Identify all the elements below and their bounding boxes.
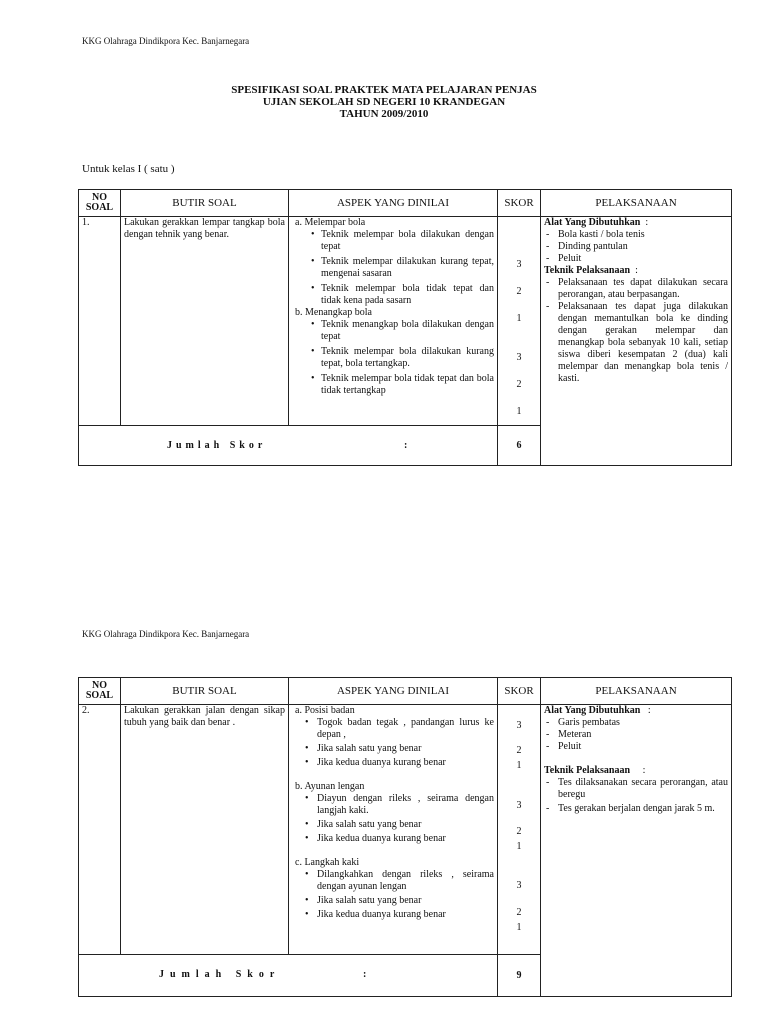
score-value: 1 — [516, 841, 522, 852]
list-item: • Jika salah satu yang benar — [305, 895, 422, 906]
list-item: - Dinding pantulan — [546, 241, 628, 252]
table-header-row — [79, 678, 732, 705]
score-value: 2 — [516, 379, 522, 390]
col-aspek: ASPEK YANG DINILAI — [289, 678, 498, 705]
page-header: KKG Olahraga Dindikpora Kec. Banjarnegara — [82, 629, 250, 639]
score-value: 3 — [516, 259, 522, 270]
alat-colon: : — [647, 705, 651, 716]
list-item: • Teknik menangkap bola dilakukan dengan tepat — [311, 319, 494, 342]
col-pelaksanaan: PELAKSANAAN — [541, 678, 732, 705]
teknik-colon: : — [642, 765, 646, 776]
col-no-soal: NO SOAL — [79, 678, 121, 705]
list-item: • Teknik melempar bola dilakukan kurang tepat, bola tertangkap. — [311, 346, 494, 369]
list-item: • Togok badan tegak , pandangan lurus ke depan , — [305, 717, 494, 740]
score-value: 2 — [516, 907, 522, 918]
section-c-label: c. Langkah kaki — [295, 857, 360, 868]
list-item: - Pelaksanaan tes dapat juga dilakukan dengan memantulkan bola ke dinding dengan gerakan melempar dan menangkap bola sebanyak 10 kali, setiap siswa diberi kesempatan 2 (dua) kali melempar dan menangkap bola tenis / kasti. — [546, 301, 728, 384]
class-label: Untuk kelas I ( satu ) — [82, 163, 175, 175]
total-label-cell — [79, 955, 498, 997]
soal-number: 2. — [79, 705, 121, 955]
pelaksanaan-cell — [541, 705, 732, 997]
spec-table-1 — [78, 189, 732, 466]
total-colon: : — [363, 969, 367, 980]
col-skor: SKOR — [498, 678, 541, 705]
score-value: 2 — [516, 745, 522, 756]
pelaksanaan-cell — [541, 217, 732, 466]
alat-label: Alat Yang Dibutuhkan — [544, 217, 641, 228]
score-cell — [498, 217, 541, 426]
table-header-row — [79, 190, 732, 217]
list-item: - Peluit — [546, 741, 582, 752]
score-value: 1 — [516, 760, 522, 771]
col-aspek: ASPEK YANG DINILAI — [289, 190, 498, 217]
col-no-soal: NO SOAL — [79, 190, 121, 217]
list-item: - Pelaksanaan tes dapat dilakukan secara perorangan, atau berpasangan. — [546, 277, 728, 300]
list-item: • Teknik melempar bola tidak tepat dan bola tidak tertangkap — [311, 373, 494, 396]
list-item: • Teknik melempar bola dilakukan dengan tepat — [311, 229, 494, 252]
score-value: 3 — [516, 720, 522, 731]
butir-soal-text: Lakukan gerakkan lempar tangkap bola dengan tehnik yang benar. — [121, 217, 289, 426]
list-item: • Diayun dengan rileks , seirama dengan langjah kaki. — [305, 793, 494, 816]
list-item: - Peluit — [546, 253, 582, 264]
col-butir-soal: BUTIR SOAL — [121, 678, 289, 705]
teknik-label: Teknik Pelaksanaan — [544, 265, 631, 276]
list-item: - Tes gerakan berjalan dengan jarak 5 m. — [546, 803, 715, 814]
section-a-label: a. Melempar bola — [295, 217, 366, 228]
list-item: • Teknik melempar dilakukan kurang tepat, mengenai sasaran — [311, 256, 494, 279]
doc-title-line1: SPESIFIKASI SOAL PRAKTEK MATA PELAJARAN PENJAS — [231, 84, 537, 96]
score-value: 1 — [516, 313, 522, 324]
list-item: • Teknik melempar bola tidak tepat dan tidak kena pada sasarn — [311, 283, 494, 306]
total-label: Jumlah Skor — [167, 440, 267, 451]
score-value: 1 — [516, 922, 522, 933]
alat-colon: : — [645, 217, 649, 228]
section-b-label: b. Ayunan lengan — [295, 781, 365, 792]
score-value: 3 — [516, 880, 522, 891]
score-value: 3 — [516, 352, 522, 363]
total-score: 9 — [498, 955, 541, 997]
list-item: • Jika kedua duanya kurang benar — [305, 757, 446, 768]
list-item: • Jika kedua duanya kurang benar — [305, 833, 446, 844]
list-item: - Meteran — [546, 729, 592, 740]
score-value: 3 — [516, 800, 522, 811]
col-butir-soal: BUTIR SOAL — [121, 190, 289, 217]
score-cell — [498, 705, 541, 955]
spec-table-2 — [78, 677, 732, 997]
score-value: 2 — [516, 826, 522, 837]
section-b-label: b. Menangkap bola — [295, 307, 372, 318]
score-value: 2 — [516, 286, 522, 297]
list-item: - Tes dilaksanakan secara perorangan, atau beregu — [546, 777, 728, 800]
alat-label: Alat Yang Dibutuhkan — [544, 705, 641, 716]
section-a-label: a. Posisi badan — [295, 705, 355, 716]
col-skor: SKOR — [498, 190, 541, 217]
doc-title-line3: TAHUN 2009/2010 — [339, 108, 429, 120]
score-value: 1 — [516, 406, 522, 417]
list-item: • Jika salah satu yang benar — [305, 819, 422, 830]
list-item: • Dilangkahkan dengan rileks , seirama dengan ayunan lengan — [305, 869, 494, 892]
aspek-cell — [289, 217, 498, 426]
table-row — [79, 705, 732, 955]
teknik-label: Teknik Pelaksanaan — [544, 765, 631, 776]
butir-soal-text: Lakukan gerakkan jalan dengan sikap tubuh yang baik dan benar . — [121, 705, 289, 955]
col-pelaksanaan: PELAKSANAAN — [541, 190, 732, 217]
total-colon: : — [404, 440, 408, 451]
doc-title-line2: UJIAN SEKOLAH SD NEGERI 10 KRANDEGAN — [262, 96, 506, 108]
soal-number: 1. — [79, 217, 121, 426]
total-score: 6 — [498, 426, 541, 466]
list-item: • Jika salah satu yang benar — [305, 743, 422, 754]
table-row — [79, 217, 732, 426]
list-item: - Bola kasti / bola tenis — [546, 229, 645, 240]
list-item: • Jika kedua duanya kurang benar — [305, 909, 446, 920]
total-label-cell — [79, 426, 498, 466]
teknik-colon: : — [635, 265, 638, 276]
total-label: Jumlah Skor — [159, 969, 281, 980]
page-header: KKG Olahraga Dindikpora Kec. Banjarnegara — [82, 36, 250, 46]
aspek-cell — [289, 705, 498, 955]
list-item: - Garis pembatas — [546, 717, 620, 728]
